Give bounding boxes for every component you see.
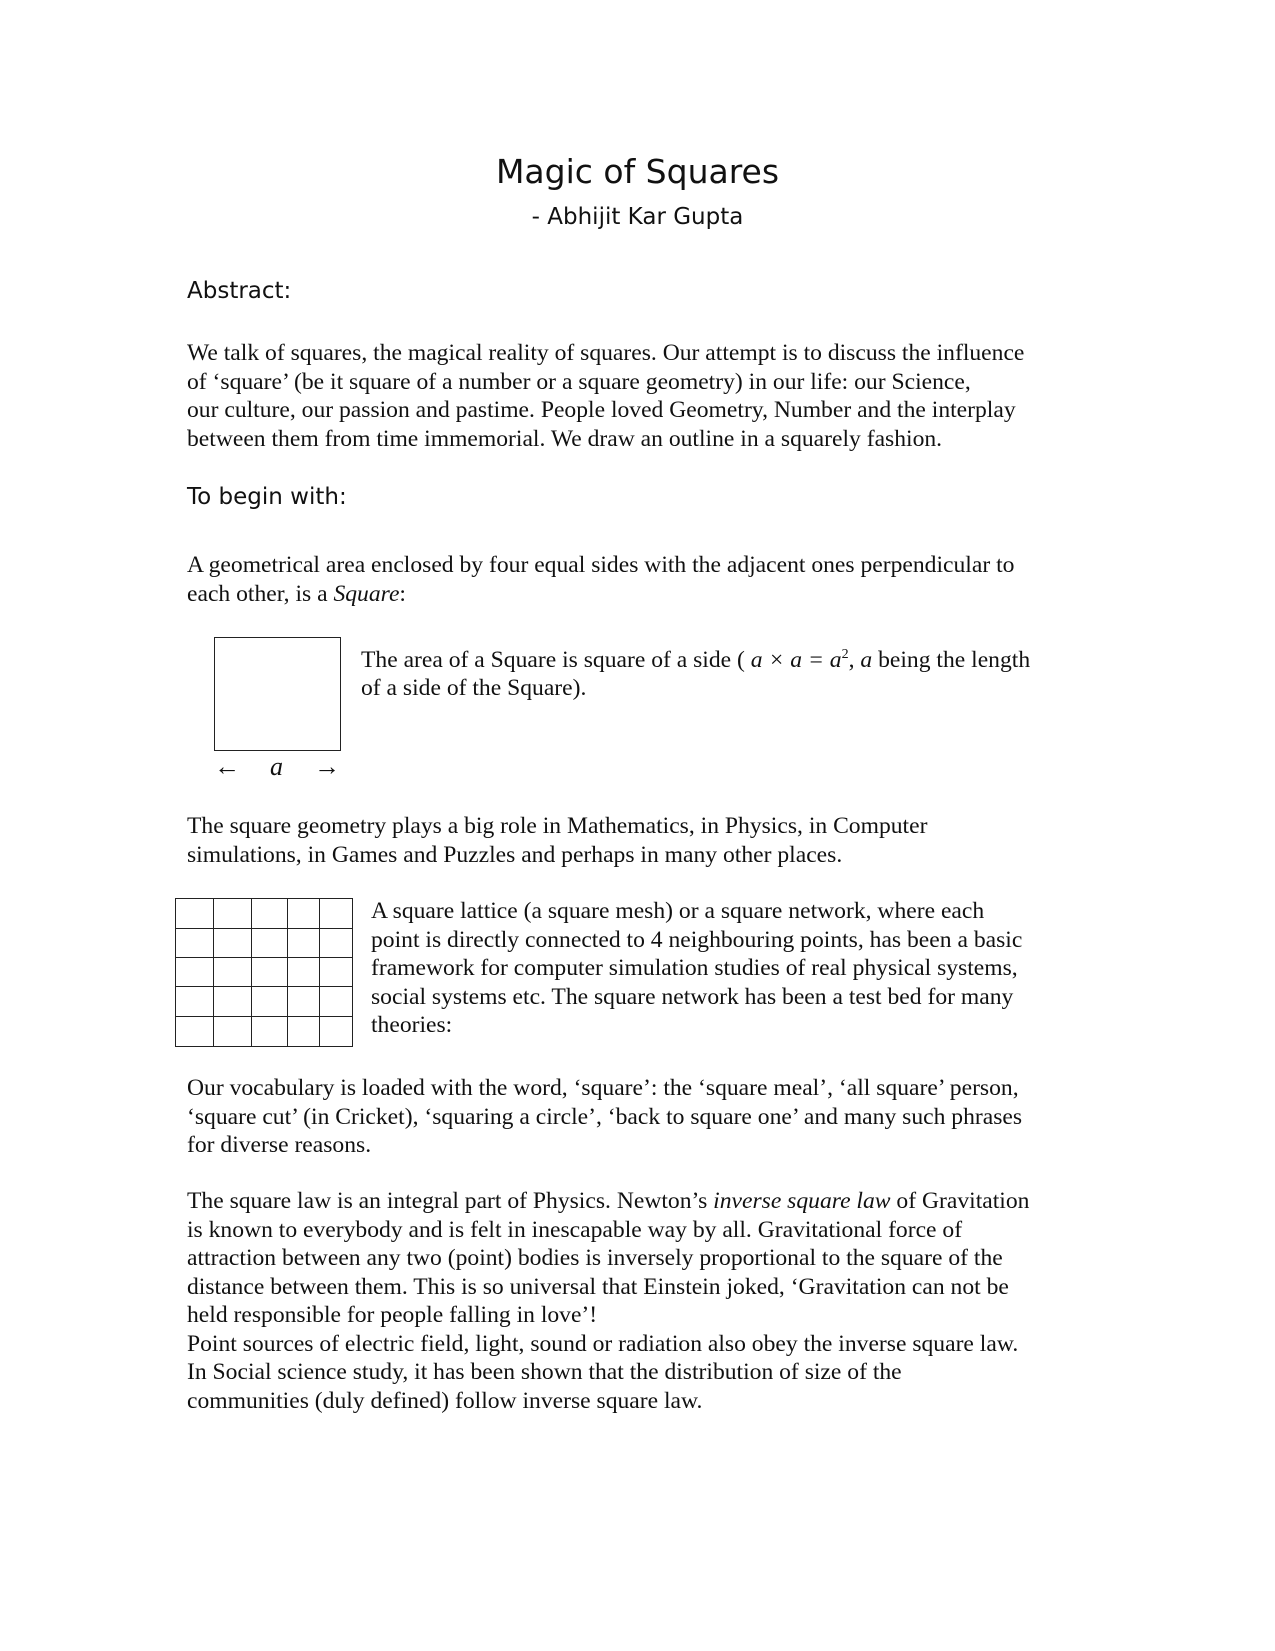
law-text-end: of Gravitation [890,1188,1030,1214]
vocabulary-line: for diverse reasons. [187,1132,372,1158]
law-line: attraction between any two (point) bodies is inversely proportional to the square of the [187,1245,1003,1271]
area-text-end: being the length [872,646,1031,673]
vocabulary-line: Our vocabulary is loaded with the word, ‘square’: the ‘square meal’, ‘all square’ person, [187,1075,1019,1101]
begin-heading: To begin with: [187,484,347,510]
abstract-line: We talk of squares, the magical reality of squares. Our attempt is to discuss the influence [187,340,1025,366]
law-line [187,1187,1029,1216]
law-line: In Social science study, it has been shown that the distribution of size of the [187,1359,902,1385]
square-figure [214,637,341,751]
lattice-line: point is directly connected to 4 neighbouring points, has been a basic [371,926,1023,953]
lattice-paragraph [371,897,1022,1040]
definition-line: A geometrical area enclosed by four equal sides with the adjacent ones perpendicular to [187,552,1015,578]
lattice-border [175,898,353,1047]
vocabulary-paragraph [187,1074,1022,1160]
area-line [361,641,1030,674]
law-line: is known to everybody and is felt in inescapable way by all. Gravitational force of [187,1216,963,1243]
lattice-line: framework for computer simulation studies of real physical systems, [371,955,1018,981]
law-line: Point sources of electric field, light, sound or radiation also obey the inverse square law. [187,1330,1019,1357]
geometry-line: simulations, in Games and Puzzles and perhaps in many other places. [187,841,843,868]
document-title: Magic of Squares [495,152,780,191]
author-line: - Abhijit Kar Gupta [531,204,744,230]
geometry-line: The square geometry plays a big role in Mathematics, in Physics, in Computer [187,813,928,839]
arrow-left-icon: ← [214,752,240,781]
law-line: held responsible for people falling in love’! [187,1302,598,1328]
lattice-line: social systems etc. The square network has been a test bed for many [371,983,1014,1010]
definition-colon: : [399,580,406,607]
area-paragraph [361,641,1030,703]
geometry-paragraph [187,812,927,869]
area-formula: a × a = a [750,646,842,673]
arrow-right-icon: → [314,752,340,781]
vocabulary-line: ‘square cut’ (in Cricket), ‘squaring a circle’, ‘back to square one’ and many such phrases [187,1103,1023,1130]
lattice-line: theories: [371,1012,453,1038]
side-label: a [270,752,283,781]
definition-text: each other, is a [187,580,334,607]
square-term: Square [333,580,400,607]
area-text: The area of a Square is square of a side ( [361,646,751,673]
definition-line [187,580,1014,609]
formula-comma: , [848,646,861,673]
abstract-paragraph [187,339,1024,453]
area-exponent: 2 [841,647,849,662]
abstract-line: of ‘square’ (be it square of a number or a square geometry) in our life: our Science, [187,368,971,395]
abstract-line: between them from time immemorial. We draw an outline in a squarely fashion. [187,425,943,452]
law-text: The square law is an integral part of Physics. Newton’s [187,1188,714,1214]
abstract-heading: Abstract: [187,278,292,304]
law-line: distance between them. This is so universal that Einstein joked, ‘Gravitation can not be [187,1273,1009,1300]
law-line: communities (duly defined) follow inverse square law. [187,1387,703,1414]
abstract-line: our culture, our passion and pastime. People loved Geometry, Number and the interplay [187,397,1016,423]
area-line: of a side of the Square). [361,675,587,702]
inverse-square-law-term: inverse square law [713,1188,891,1214]
square-law-paragraph [187,1187,1029,1415]
square-definition-paragraph [187,551,1014,608]
lattice-line: A square lattice (a square mesh) or a square network, where each [371,898,985,924]
area-variable: a [860,646,873,673]
